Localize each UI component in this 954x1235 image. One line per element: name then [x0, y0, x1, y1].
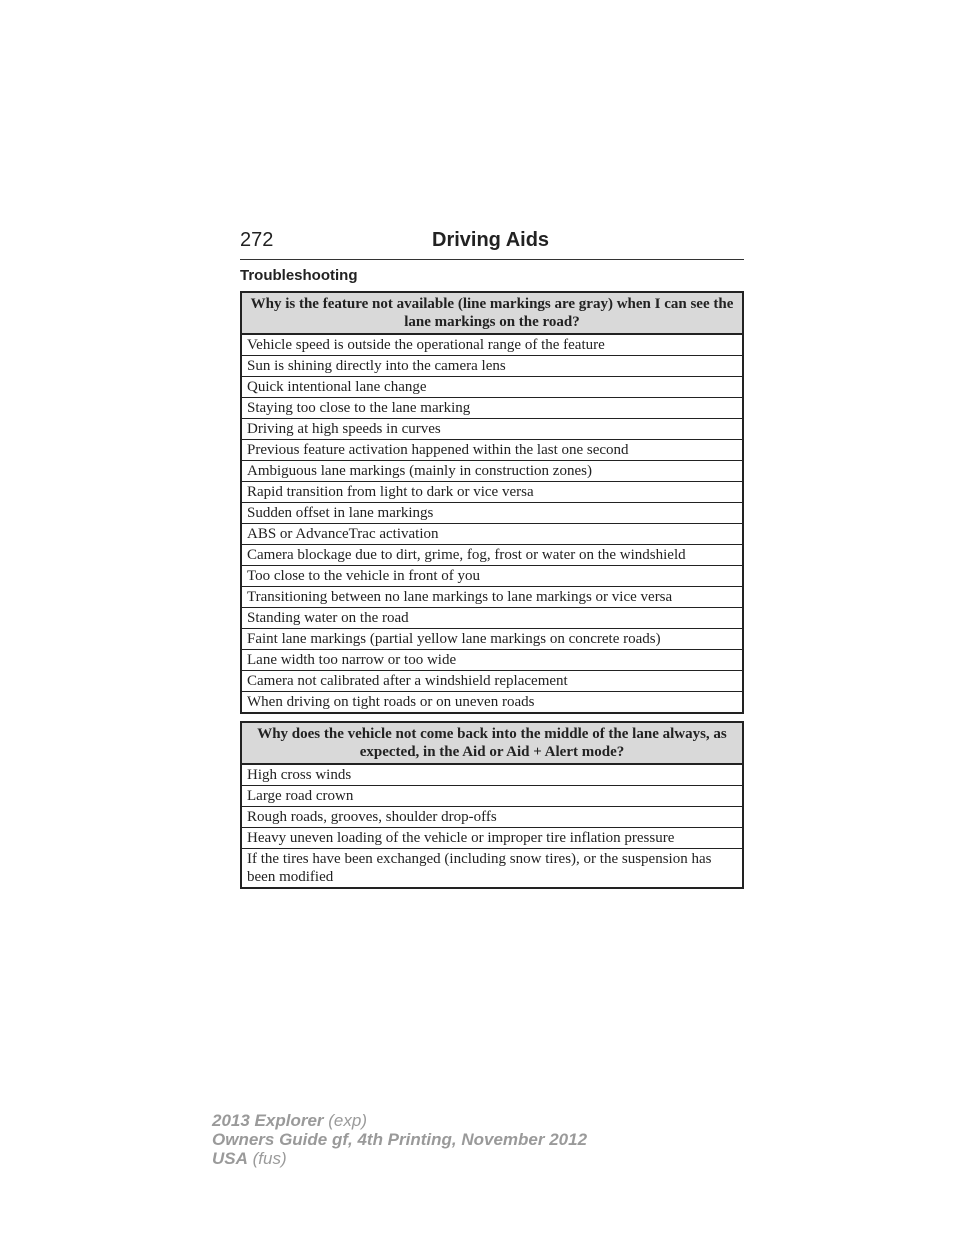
table-cell: Sudden offset in lane markings — [241, 503, 743, 524]
table-cell: Camera blockage due to dirt, grime, fog, frost or water on the windshield — [241, 545, 743, 566]
table-cell: Too close to the vehicle in front of you — [241, 566, 743, 587]
table-row — [241, 828, 743, 849]
table-cell: High cross winds — [241, 764, 743, 786]
table-cell: If the tires have been exchanged (including snow tires), or the suspension has been modified — [241, 849, 743, 889]
table-row — [241, 692, 743, 714]
table-cell: Staying too close to the lane marking — [241, 398, 743, 419]
section-heading: Troubleshooting — [240, 267, 358, 284]
table-cell: Faint lane markings (partial yellow lane markings on concrete roads) — [241, 629, 743, 650]
table-row — [241, 629, 743, 650]
table-cell: Rapid transition from light to dark or vice versa — [241, 482, 743, 503]
table-cell: Ambiguous lane markings (mainly in construction zones) — [241, 461, 743, 482]
footer-line-guide — [212, 1130, 587, 1149]
table-cell: Driving at high speeds in curves — [241, 419, 743, 440]
table-row — [241, 608, 743, 629]
table-cell: Large road crown — [241, 786, 743, 807]
table-cell: Previous feature activation happened within the last one second — [241, 440, 743, 461]
table-row — [241, 764, 743, 786]
table-row — [241, 587, 743, 608]
page-number: 272 — [240, 229, 274, 251]
question-cell: Why does the vehicle not come back into the middle of the lane always, as expected, in the Aid or Aid + Alert mode? — [241, 722, 743, 764]
table-cell: Camera not calibrated after a windshield replacement — [241, 671, 743, 692]
footer-guide: Owners Guide gf, 4th Printing, November 2012 — [212, 1130, 588, 1149]
table-cell: ABS or AdvanceTrac activation — [241, 524, 743, 545]
table-row — [241, 524, 743, 545]
footer-market: USA — [212, 1149, 248, 1168]
table-cell: Transitioning between no lane markings to lane markings or vice versa — [241, 587, 743, 608]
page-header — [240, 229, 744, 260]
table-row — [241, 545, 743, 566]
table-cell: Rough roads, grooves, shoulder drop-offs — [241, 807, 743, 828]
table-row — [241, 334, 743, 356]
page-footer — [212, 1111, 587, 1168]
table-cell: Lane width too narrow or too wide — [241, 650, 743, 671]
table-cell: Sun is shining directly into the camera lens — [241, 356, 743, 377]
table-row — [241, 786, 743, 807]
footer-model-code: (exp) — [328, 1111, 367, 1130]
table-row — [241, 503, 743, 524]
table-row — [241, 566, 743, 587]
footer-line-market — [212, 1149, 587, 1168]
footer-line-model — [212, 1111, 587, 1130]
table-row — [241, 419, 743, 440]
table-row — [241, 650, 743, 671]
table-row — [241, 461, 743, 482]
page-title: Driving Aids — [432, 229, 550, 251]
table-cell: Quick intentional lane change — [241, 377, 743, 398]
table-row — [241, 849, 743, 889]
table-row — [241, 440, 743, 461]
table-cell: Vehicle speed is outside the operational range of the feature — [241, 334, 743, 356]
table-cell: When driving on tight roads or on uneven roads — [241, 692, 743, 714]
table-row — [241, 356, 743, 377]
table-row — [241, 398, 743, 419]
table-header-row — [241, 722, 743, 764]
table-row — [241, 807, 743, 828]
table-row — [241, 377, 743, 398]
table-row — [241, 671, 743, 692]
footer-market-code: (fus) — [252, 1149, 287, 1168]
table-cell: Standing water on the road — [241, 608, 743, 629]
question-cell: Why is the feature not available (line markings are gray) when I can see the lane markings on the road? — [241, 292, 743, 334]
table-row — [241, 482, 743, 503]
footer-model: 2013 Explorer — [212, 1111, 324, 1130]
troubleshooting-table-centering — [240, 721, 744, 889]
table-cell: Heavy uneven loading of the vehicle or improper tire inflation pressure — [241, 828, 743, 849]
troubleshooting-table-unavailable — [240, 291, 744, 714]
table-header-row — [241, 292, 743, 334]
